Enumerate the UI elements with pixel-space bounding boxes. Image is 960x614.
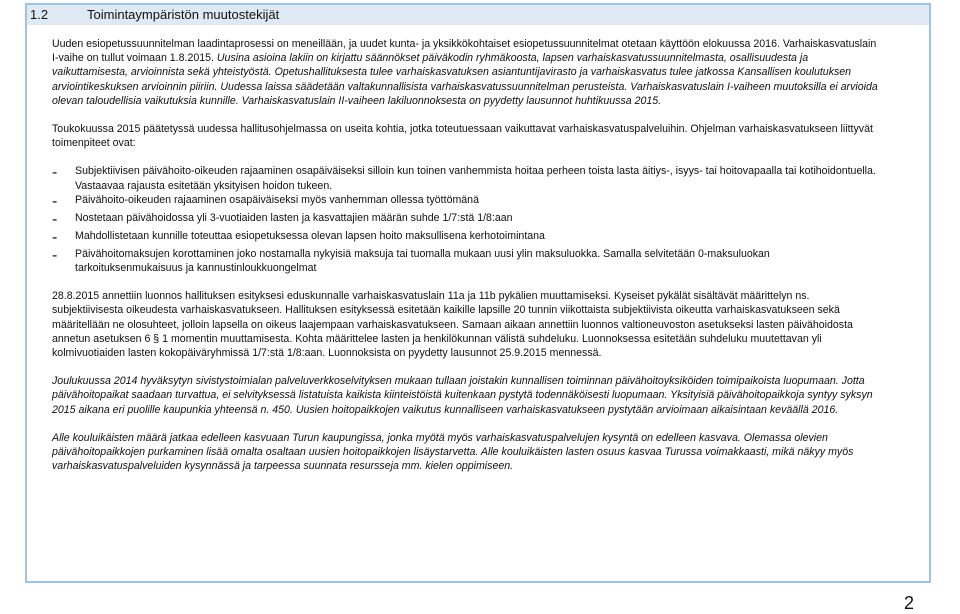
paragraph-1 <box>52 37 878 108</box>
paragraph-5: Alle kouluikäisten määrä jatkaa edelleen kasvuaan Turun kaupungissa, jonka myötä myös varhaiskasvatuspalvelujen kysyntä on edelleen kasvava. Olemassa olevien päivähoitopaikkojen purkaminen lisää omalta osaltaan uusien hoitopaikkojen lisäystarvetta. Alle kouluikäisten lasten osuus kasvaa Turussa voimakkaasti, mikä näkyy myös varhaiskasvatuspalveluiden kysynnässä ja tarpeessa suunnata resursseja mm. kielen oppimiseen. <box>52 431 854 473</box>
section-body <box>52 37 878 473</box>
list-item: - Päivähoitomaksujen korottaminen joko nostamalla nykyisiä maksuja tai tuomalla mukaan uusi ylin maksuluokka. Samalla selvitetään 0-maksuluokan tarkoituksenmukaisuus ja kannustinloukkuongelmat <box>52 246 770 275</box>
list-item: - Subjektiivisen päivähoito-oikeuden rajaaminen osapäiväiseksi silloin kun toinen vanhemmista hoitaa perheen toista lasta äitiys-, isyys- tai hoitovapaalla tai kotihoidontuella. Vastaavaa rajausta esitetään yksityisen hoidon tukeen. <box>52 164 876 192</box>
paragraph-4: Joulukuussa 2014 hyväksytyn sivistystoimialan palveluverkkoselvityksen mukaan tullaan joistakin kunnallisen toiminnan päivähoitoyksiköiden toimipaikoista luopumaan. Jotta päivähoitopaikat saadaan turvattua, ei selvityksessä listatuista kaikista kiinteistöistä kuitenkaan pystytä todennäköisesti luopumaan. Yksityisiä päivähoitopaikkoja syntyy syksyn 2015 aikana eri puolille kaupunkia yhteensä n. 450. Uusien hoitopaikkojen vaikutus kunnalliseen varhaiskasvatukseen pystytään arvioimaan aikaisintaan keväällä 2016. <box>52 375 873 416</box>
section-heading <box>27 5 929 25</box>
section-title: Toimintaympäristön muutostekijät <box>87 7 280 22</box>
paragraph-2: Toukokuussa 2015 päätetyssä uudessa hallitusohjelmassa on useita kohtia, jotka toteutuessaan vaikuttavat varhaiskasvatuspalveluihin. Ohjelman varhaiskasvatukseen liittyvät toimenpiteet ovat: <box>52 123 873 150</box>
paragraph-1-italic: Uusina asioina lakiin on kirjattu säännökset päiväkodin ryhmäkoosta, lapsen varhaiskasvatussuunnitelmasta, osallisuudesta ja vaikuttamisesta, arvioinnista sekä yhteistyöstä. Opetushallituksesta tulee varhaiskasvatuksen asiantuntijavirasto ja varhaiskasvatus tulee jatkossa Kansallisen koulutuksen arviointikeskuksen arvioinnin piiriin. Uudessa laissa säädetään valtakunnallisista varhaiskasvatussuunnitelman perusteista. Varhaiskasvatuslain I-vaiheen muutoksilla ei arvioida olevan taloudellisia vaikutuksia kunnille. Varhaiskasvatuslain II-vaiheen lakiluonnoksesta on pyydetty lausunnot huhtikuussa 2015. <box>52 52 878 107</box>
list-item: - Päivähoito-oikeuden rajaaminen osapäiväiseksi myös vanhemman ollessa työttömänä <box>52 192 479 210</box>
page-number: 2 <box>904 593 915 613</box>
paragraph-3: 28.8.2015 annettiin luonnos hallituksen esityksesi eduskunnalle varhaiskasvatuslain 11a ja 11b pykälien muuttamiseksi. Kyseiset pykälät sisältävät määrittelyn ns. subjektiivisesta oikeudesta varhaiskasvatukseen. Hallituksen esityksessä esitetään kaikille lapsille 20 tunnin viikottaista subjektiivista oikeutta varhaiskasvatukseen sekä määritellään ne olosuhteet, jolloin lapsella on oikeus laajempaan varhaiskasvatukseen. Samaan aikaan annettiin luonnos valtioneuvoston asetukseksi lasten päivähoidosta annetun asetuksen 6 § 1 momentin muuttamisesta. Kohta määrittelee lasten ja henkilökunnan välistä suhdeluku. Luonnoksessa esitetään suhdeluku muutettavan yli kolmivuotiaiden lasten kokopäiväryhmissä 1/7:stä 1/8:aan. Luonnoksista on pyydetty lausunnot 25.9.2015 mennessä. <box>52 290 853 360</box>
list-item: - Nostetaan päivähoidossa yli 3-vuotiaiden lasten ja kasvattajien määrän suhde 1/7:stä 1/8:aan <box>52 210 513 228</box>
paragraph-1-intro: Uuden esiopetussuunnitelman laadintaprosessi on meneillään, ja uudet kunta- ja yksikkökohtaiset esiopetussuunnitelmat otetaan käyttöön elokuussa 2016. Varhaiskasvatuslain I-vaihe on tullut voimaan 1.8.2015. <box>52 38 877 65</box>
measures-list <box>52 164 878 275</box>
section-number: 1.2 <box>30 7 49 22</box>
list-item: - Mahdollistetaan kunnille toteuttaa esiopetuksessa olevan lapsen hoito maksullisena kerhotoimintana <box>52 228 545 246</box>
